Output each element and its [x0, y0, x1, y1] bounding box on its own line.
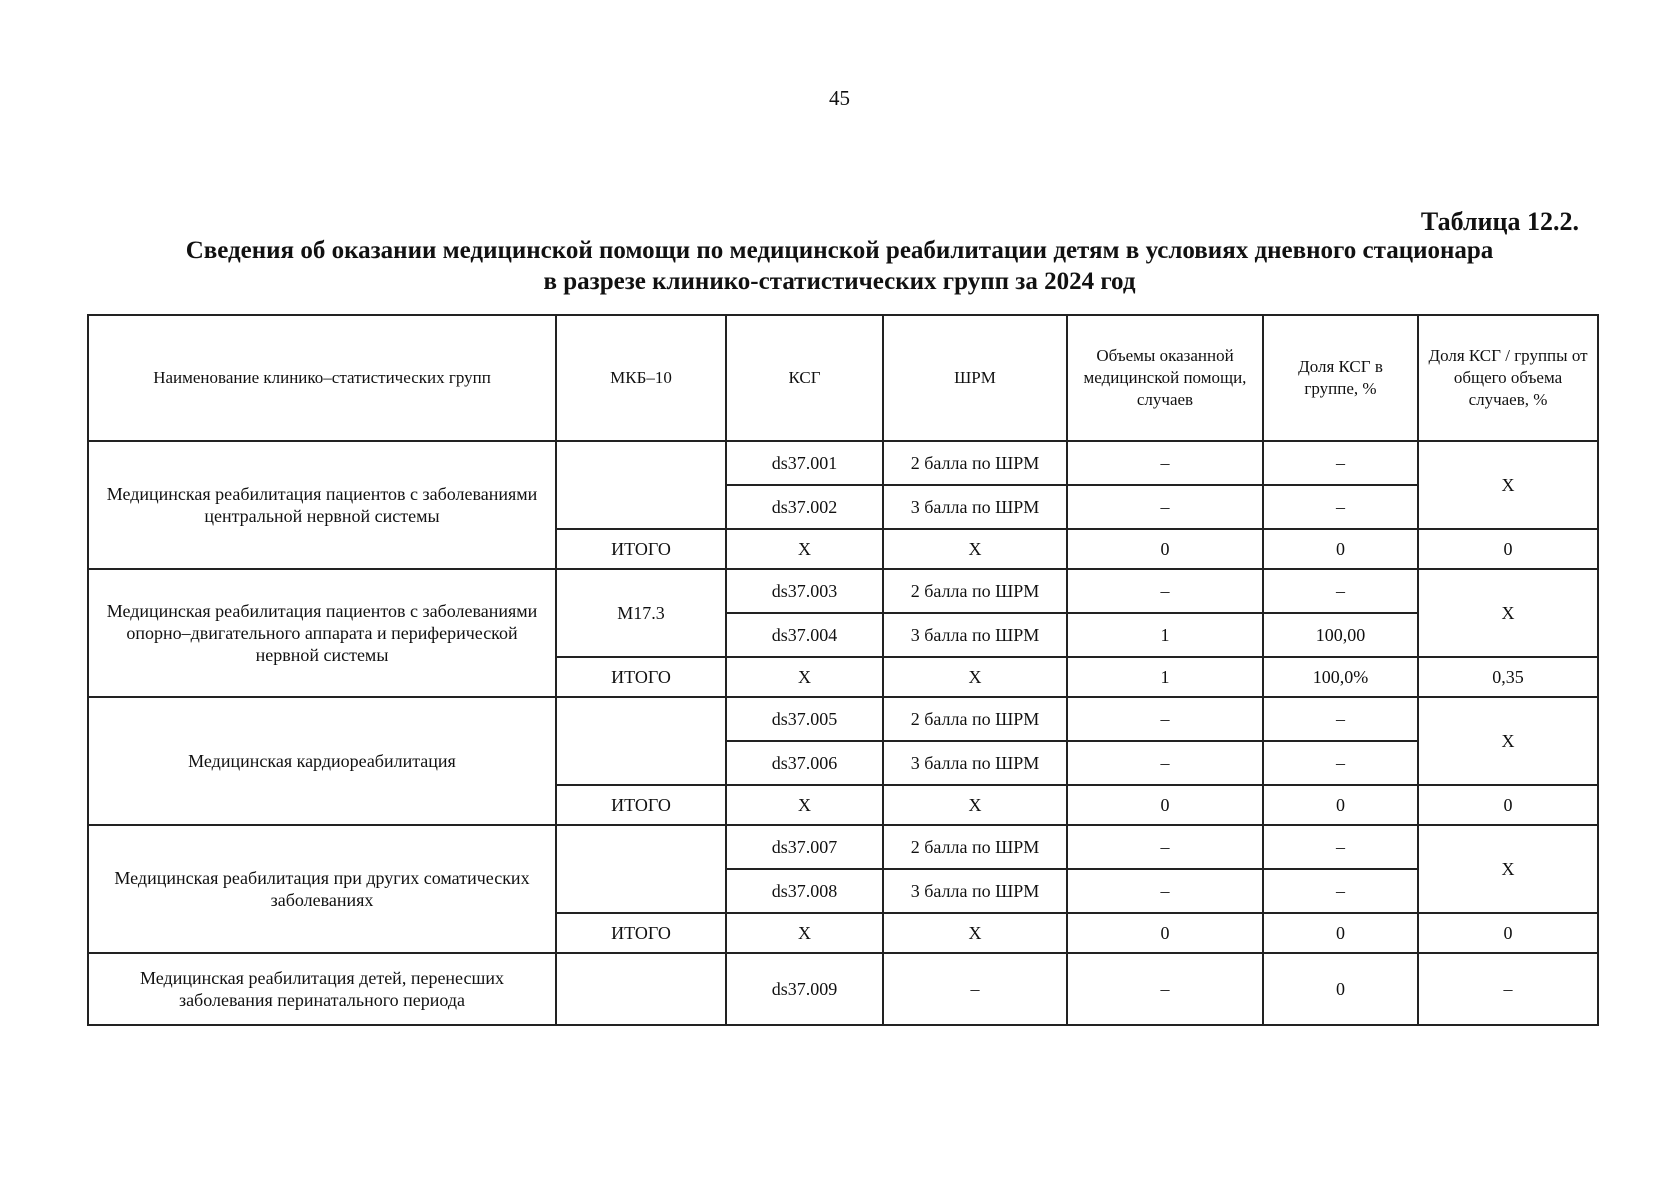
header-row: [88, 315, 1598, 441]
volume-value: –: [1067, 485, 1263, 529]
total-share-group: 0: [1263, 785, 1418, 825]
ksg-code: ds37.007: [726, 825, 883, 869]
total-volume: 0: [1067, 529, 1263, 569]
header-ksg: КСГ: [726, 315, 883, 441]
ksg-code: ds37.001: [726, 441, 883, 485]
share-group-value: –: [1263, 697, 1418, 741]
total-share-group: 0: [1263, 529, 1418, 569]
volume-value: –: [1067, 825, 1263, 869]
table-row: [88, 825, 1598, 869]
share-total-value: Х: [1418, 697, 1598, 785]
header-name: Наименование клинико–статистических групп: [88, 315, 556, 441]
total-share-group: 0: [1263, 913, 1418, 953]
share-total-value: Х: [1418, 569, 1598, 657]
page-number: 45: [829, 86, 850, 110]
ksg-code: ds37.004: [726, 613, 883, 657]
volume-value: –: [1067, 697, 1263, 741]
shrm-value: 3 балла по ШРМ: [883, 869, 1067, 913]
group-name: Медицинская реабилитация при других соматических заболеваниях: [88, 825, 556, 953]
ksg-code: ds37.006: [726, 741, 883, 785]
mkb-code: [556, 697, 726, 785]
total-label: ИТОГО: [556, 785, 726, 825]
table-row: [88, 953, 1598, 1025]
total-share-group: 100,0%: [1263, 657, 1418, 697]
shrm-value: 2 балла по ШРМ: [883, 825, 1067, 869]
header-share-group: Доля КСГ в группе, %: [1263, 315, 1418, 441]
mkb-code: [556, 441, 726, 529]
share-group-value: –: [1263, 569, 1418, 613]
volume-value: –: [1067, 953, 1263, 1025]
total-share-total: 0,35: [1418, 657, 1598, 697]
header-volume: Объемы оказанной медицинской помощи, случаев: [1067, 315, 1263, 441]
title-line-2: в разрезе клинико-статистических групп за 2024 год: [543, 268, 1136, 295]
shrm-value: 2 балла по ШРМ: [883, 569, 1067, 613]
share-group-value: –: [1263, 485, 1418, 529]
shrm-value: 3 балла по ШРМ: [883, 613, 1067, 657]
share-total-value: Х: [1418, 441, 1598, 529]
total-ksg: Х: [726, 529, 883, 569]
total-shrm: Х: [883, 785, 1067, 825]
volume-value: –: [1067, 569, 1263, 613]
shrm-value: 2 балла по ШРМ: [883, 697, 1067, 741]
total-share-total: 0: [1418, 913, 1598, 953]
header-mkb: МКБ–10: [556, 315, 726, 441]
ksg-code: ds37.005: [726, 697, 883, 741]
volume-value: 1: [1067, 613, 1263, 657]
ksg-code: ds37.003: [726, 569, 883, 613]
share-group-value: 0: [1263, 953, 1418, 1025]
total-volume: 0: [1067, 913, 1263, 953]
mkb-code: [556, 953, 726, 1025]
share-total-value: –: [1418, 953, 1598, 1025]
total-shrm: Х: [883, 913, 1067, 953]
total-share-total: 0: [1418, 529, 1598, 569]
share-group-value: 100,00: [1263, 613, 1418, 657]
volume-value: –: [1067, 741, 1263, 785]
total-shrm: Х: [883, 529, 1067, 569]
header-shrm: ШРМ: [883, 315, 1067, 441]
header-share-total: Доля КСГ / группы от общего объема случаев, %: [1418, 315, 1598, 441]
total-volume: 0: [1067, 785, 1263, 825]
group-name: Медицинская реабилитация пациентов с заболеваниями опорно–двигательного аппарата и периферической нервной системы: [88, 569, 556, 697]
share-group-value: –: [1263, 869, 1418, 913]
shrm-value: –: [883, 953, 1067, 1025]
document-title: [84, 235, 1595, 297]
mkb-code: [556, 825, 726, 913]
group-name: Медицинская кардиореабилитация: [88, 697, 556, 825]
total-label: ИТОГО: [556, 529, 726, 569]
share-group-value: –: [1263, 825, 1418, 869]
group-name: Медицинская реабилитация пациентов с заболеваниями центральной нервной системы: [88, 441, 556, 569]
share-total-value: Х: [1418, 825, 1598, 913]
table-row: [88, 441, 1598, 485]
ksg-code: ds37.009: [726, 953, 883, 1025]
total-ksg: Х: [726, 657, 883, 697]
volume-value: –: [1067, 869, 1263, 913]
share-group-value: –: [1263, 741, 1418, 785]
ksg-code: ds37.002: [726, 485, 883, 529]
total-volume: 1: [1067, 657, 1263, 697]
shrm-value: 3 балла по ШРМ: [883, 485, 1067, 529]
total-share-total: 0: [1418, 785, 1598, 825]
ksg-code: ds37.008: [726, 869, 883, 913]
mkb-code: М17.3: [556, 569, 726, 657]
table-caption: Таблица 12.2.: [1420, 207, 1579, 236]
shrm-value: 3 балла по ШРМ: [883, 741, 1067, 785]
group-name: Медицинская реабилитация детей, перенесших заболевания перинатального периода: [88, 953, 556, 1025]
volume-value: –: [1067, 441, 1263, 485]
total-label: ИТОГО: [556, 657, 726, 697]
table-row: [88, 569, 1598, 613]
shrm-value: 2 балла по ШРМ: [883, 441, 1067, 485]
total-ksg: Х: [726, 913, 883, 953]
total-ksg: Х: [726, 785, 883, 825]
rehabilitation-table: [87, 314, 1599, 1026]
total-shrm: Х: [883, 657, 1067, 697]
table-row: [88, 697, 1598, 741]
share-group-value: –: [1263, 441, 1418, 485]
total-label: ИТОГО: [556, 913, 726, 953]
title-line-1: Сведения об оказании медицинской помощи по медицинской реабилитации детям в условиях дневного стационара: [185, 237, 1494, 264]
